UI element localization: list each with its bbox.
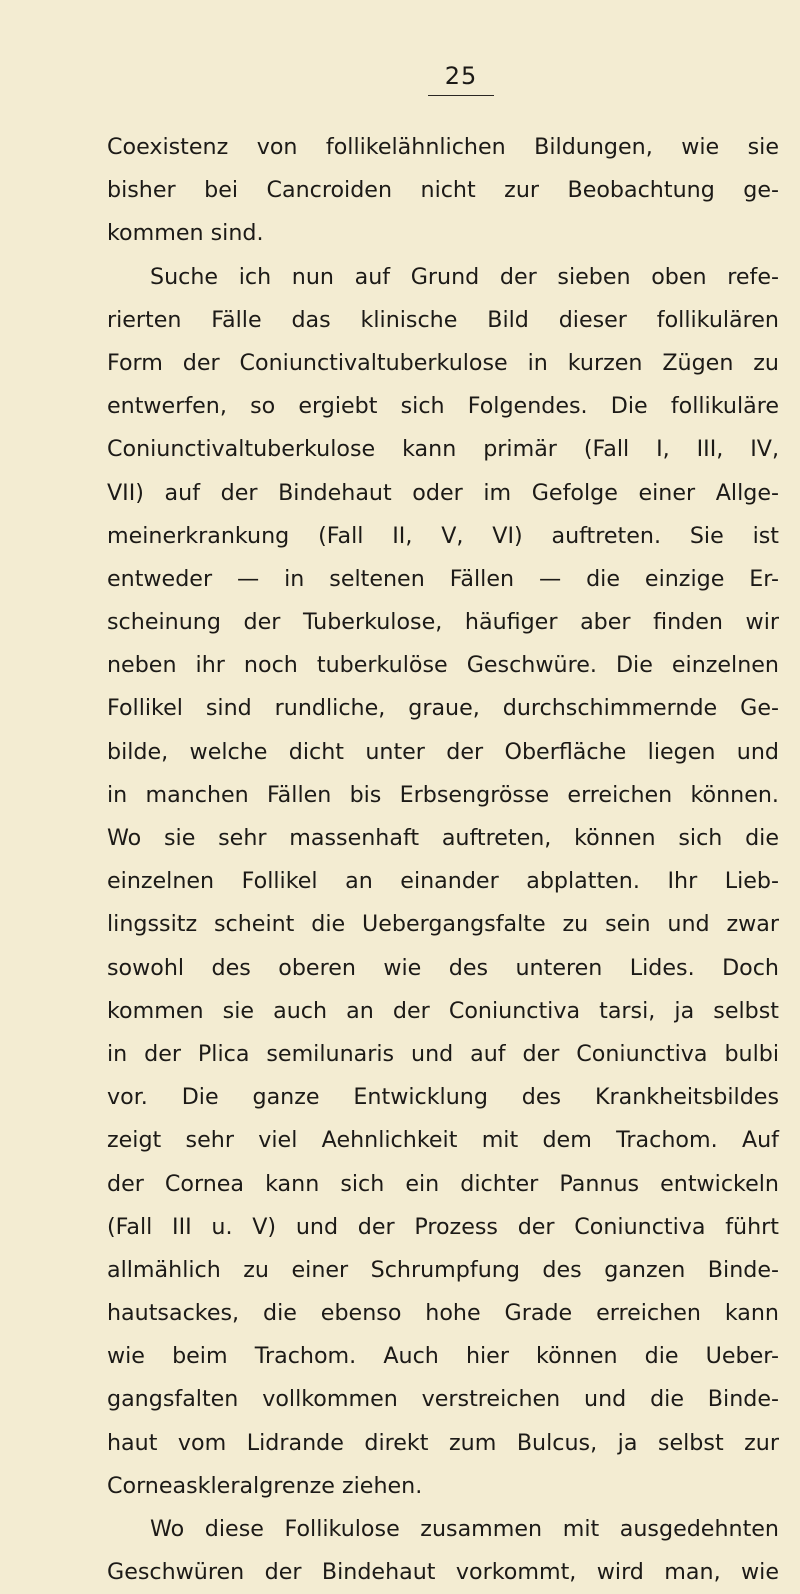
text-line: vor. Die ganze Entwicklung des Krankheitsbildes: [107, 1084, 779, 1111]
paragraph-start-line: Wo diese Follikulose zusammen mit ausgedehnten: [150, 1516, 779, 1542]
text-line: kommen sie auch an der Coniunctiva tarsi, ja selbst: [107, 997, 779, 1024]
text-line: Coniunctivaltuberkulose kann primär (Fall I, III, IV,: [107, 436, 779, 463]
text-line: allmählich zu einer Schrumpfung des ganzen Binde-: [107, 1256, 779, 1283]
text-line: zeigt sehr viel Aehnlichkeit mit dem Trachom. Auf: [107, 1127, 779, 1154]
text-line: hautsackes, die ebenso hohe Grade erreichen kann: [107, 1300, 779, 1327]
text-line: bilde, welche dicht unter der Oberfläche liegen und: [107, 738, 779, 765]
body-text: [107, 126, 779, 1594]
text-line: meinerkrankung (Fall II, V, VI) auftreten. Sie ist: [107, 522, 779, 549]
text-line: entwerfen, so ergiebt sich Folgendes. Die follikuläre: [107, 393, 779, 420]
text-line: Wo sie sehr massenhaft auftreten, können sich die: [107, 825, 779, 851]
paragraph-start-line: Suche ich nun auf Grund der sieben oben refe-: [150, 263, 779, 290]
text-line: rierten Fälle das klinische Bild dieser follikulären: [107, 306, 779, 333]
page-number-rule: [428, 95, 494, 96]
text-line: haut vom Lidrande direkt zum Bulcus, ja selbst zur: [107, 1429, 779, 1456]
text-line: lingssitz scheint die Uebergangsfalte zu sein und zwar: [107, 911, 779, 938]
text-line: bisher bei Cancroiden nicht zur Beobachtung ge-: [107, 177, 779, 204]
text-line: einzelnen Follikel an einander abplatten. Ihr Lieb-: [107, 868, 779, 895]
text-line: gangsfalten vollkommen verstreichen und die Binde-: [107, 1386, 779, 1413]
text-line: scheinung der Tuberkulose, häufiger aber finden wir: [107, 609, 779, 636]
text-line: Geschwüren der Bindehaut vorkommt, wird man, wie: [107, 1559, 779, 1586]
text-line: (Fall III u. V) und der Prozess der Coniunctiva führt: [107, 1213, 779, 1240]
text-line: Corneaskleralgrenze ziehen.: [107, 1472, 423, 1499]
text-line: kommen sind.: [107, 220, 264, 247]
text-line: sowohl des oberen wie des unteren Lides. Doch: [107, 954, 779, 981]
page-number: 25: [444, 62, 478, 90]
text-line: wie beim Trachom. Auch hier können die Ueber-: [107, 1343, 779, 1370]
text-line: neben ihr noch tuberkulöse Geschwüre. Die einzelnen: [107, 652, 779, 679]
text-line: in der Plica semilunaris und auf der Coniunctiva bulbi: [107, 1040, 779, 1067]
text-line: Follikel sind rundliche, graue, durchschimmernde Ge-: [107, 695, 779, 722]
text-line: entweder — in seltenen Fällen — die einzige Er-: [107, 565, 779, 592]
text-line: VII) auf der Bindehaut oder im Gefolge einer Allge-: [107, 479, 779, 506]
text-line: der Cornea kann sich ein dichter Pannus entwickeln: [107, 1170, 779, 1197]
text-line: in manchen Fällen bis Erbsengrösse erreichen können.: [107, 781, 779, 808]
text-line: Coexistenz von follikelähnlichen Bildungen, wie sie: [107, 134, 779, 160]
text-line: Form der Coniunctivaltuberkulose in kurzen Zügen zu: [107, 349, 779, 376]
